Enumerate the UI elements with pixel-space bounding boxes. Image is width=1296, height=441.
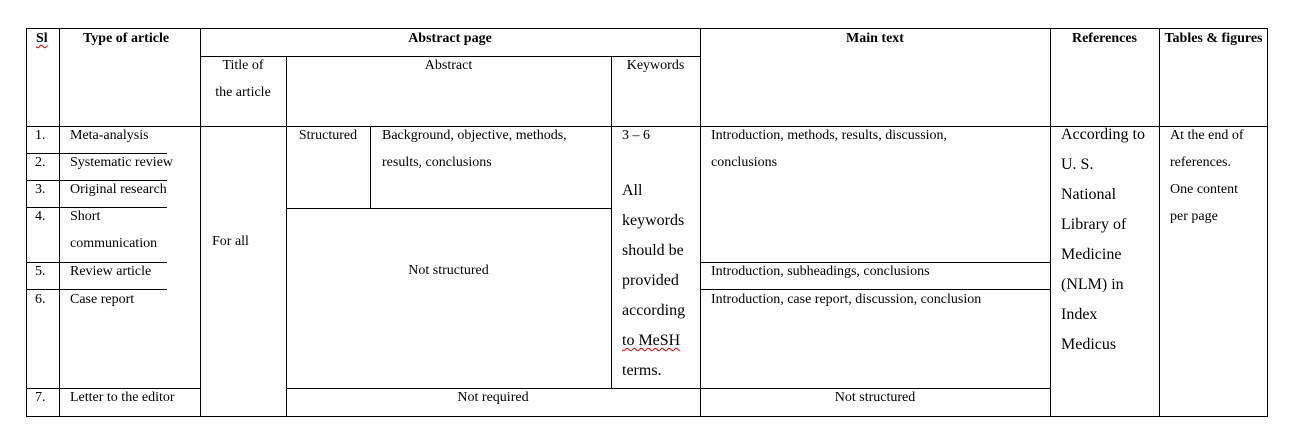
references-line3: National — [1061, 186, 1117, 203]
col-divider — [286, 56, 287, 417]
references-line1: According to — [1061, 126, 1145, 143]
header-abstract: Abstract — [424, 58, 473, 73]
row-7-num: 7. — [35, 390, 46, 405]
header-keywords: Keywords — [626, 58, 685, 73]
references-line6: (NLM) in — [1061, 276, 1124, 293]
row-5-type: Review article — [70, 264, 152, 279]
row-1-num: 1. — [35, 128, 46, 143]
row-divider — [286, 208, 611, 209]
table-border-bottom — [26, 416, 1268, 417]
col-divider — [1159, 28, 1160, 417]
tables-line1: At the end of — [1170, 128, 1244, 143]
row-6-num: 6. — [35, 292, 46, 307]
keywords-note-line6: to MeSH — [622, 332, 681, 349]
references-line7: Index — [1061, 306, 1098, 323]
keywords-note-line7: terms. — [622, 362, 662, 379]
main-text-row-5: Introduction, subheadings, conclusions — [711, 264, 930, 279]
row-7-type: Letter to the editor — [70, 390, 175, 405]
col-divider — [700, 28, 701, 417]
keywords-note-line1: All — [622, 182, 643, 199]
col-divider — [59, 28, 60, 417]
row-2-type: Systematic review — [70, 155, 174, 170]
title-for-all: For all — [212, 234, 249, 249]
main-text-row-6: Introduction, case report, discussion, conclusion — [711, 292, 982, 307]
header-type-of-article: Type of article — [83, 31, 170, 46]
header-title-of-article-line2: the article — [215, 85, 271, 100]
row-3-num: 3. — [35, 182, 46, 197]
references-line4: Library of — [1061, 216, 1127, 233]
row-4-num: 4. — [35, 209, 46, 224]
col-divider — [611, 56, 612, 389]
col-divider — [370, 126, 371, 208]
abstract-structured-label: Structured — [298, 128, 358, 143]
header-abstract-page: Abstract page — [408, 31, 492, 46]
row-6-type: Case report — [70, 292, 135, 307]
tables-line3: One content — [1170, 182, 1239, 197]
row-4-type-line2: communication — [70, 236, 158, 251]
keywords-note-line2: keywords — [622, 212, 685, 229]
references-line2: U. S. — [1061, 156, 1094, 173]
keywords-count: 3 – 6 — [622, 128, 650, 143]
header-main-text: Main text — [846, 31, 904, 46]
header-references: References — [1071, 31, 1138, 46]
article-requirements-table — [26, 28, 1268, 417]
main-text-rows-1-4-line2: conclusions — [711, 155, 778, 170]
abstract-structured-content-line1: Background, objective, methods, — [382, 128, 567, 143]
keywords-note-line3: should be — [622, 242, 684, 259]
row-2-num: 2. — [35, 155, 46, 170]
col-divider — [1050, 28, 1051, 417]
row-3-type: Original research — [70, 182, 167, 197]
row-5-num: 5. — [35, 264, 46, 279]
tables-line4: per page — [1170, 209, 1218, 224]
header-title-of-article-line1: Title of — [222, 58, 264, 73]
header-sl: Sl — [36, 31, 48, 46]
row-1-type: Meta-analysis — [70, 128, 149, 143]
abstract-not-structured: Not structured — [408, 263, 489, 278]
references-line5: Medicine — [1061, 246, 1122, 263]
row-4-type-line1: Short — [70, 209, 101, 224]
abstract-structured-content-line2: results, conclusions — [382, 155, 492, 170]
main-text-rows-1-4-line1: Introduction, methods, results, discussion, — [711, 128, 948, 143]
table-border-right — [1267, 28, 1268, 417]
keywords-note-line4: provided — [622, 272, 679, 289]
table-border-left — [26, 28, 27, 417]
header-tables-figures: Tables & figures — [1164, 31, 1263, 46]
tables-line2: references. — [1170, 155, 1232, 170]
keywords-note-line5: according — [622, 302, 686, 319]
letter-abstract-not-required: Not required — [457, 390, 529, 405]
references-line8: Medicus — [1061, 336, 1117, 353]
letter-main-text-not-structured: Not structured — [834, 390, 916, 405]
